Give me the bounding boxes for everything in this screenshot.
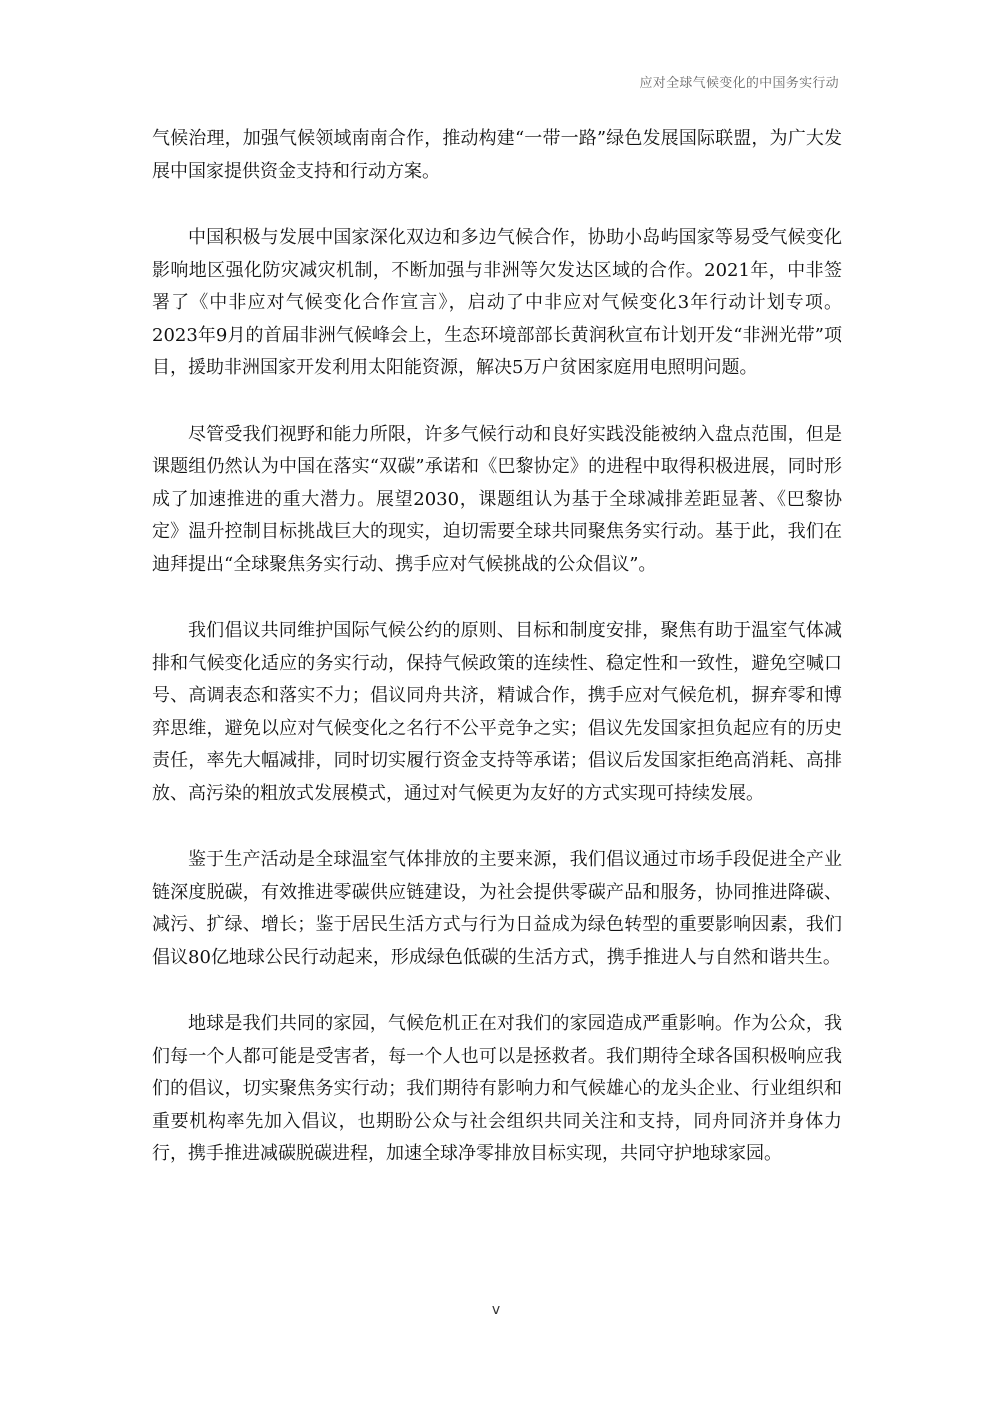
paragraph-production-lifestyle: 鉴于生产活动是全球温室气体排放的主要来源，我们倡议通过市场手段促进全产业链深度脱碳，有效推进零碳供应链建设，为社会提供零碳产品和服务，协同推进降碳、减污、扩绿、增长；鉴于居民生活方式与行为日益成为绿色转型的重要影响因素，我们倡议80亿地球公民行动起来，形成绿色低碳的生活方式，携手推进人与自然和谐共生。 (152, 849, 842, 968)
paragraph-shared-home: 地球是我们共同的家园，气候危机正在对我们的家园造成严重影响。作为公众，我们每一个人都可能是受害者，每一个人也可以是拯救者。我们期待全球各国积极响应我们的倡议，切实聚焦务实行动；我们期待有影响力和气候雄心的龙头企业、行业组织和重要机构率先加入倡议，也期盼公众与社会组织共同关注和支持，同舟同济并身体力行，携手推进减碳脱碳进程，加速全球净零排放目标实现，共同守护地球家园。 (152, 1013, 842, 1164)
paragraph-china-africa-cooperation: 中国积极与发展中国家深化双边和多边气候合作，协助小岛屿国家等易受气候变化影响地区强化防灾减灾机制，不断加强与非洲等欠发达区域的合作。2021年，中非签署了《中非应对气候变化合作宣言》，启动了中非应对气候变化3年行动计划专项。2023年9月的首届非洲气候峰会上，生态环境部部长黄润秋宣布计划开发“非洲光带”项目，援助非洲国家开发利用太阳能资源，解决5万户贫困家庭用电照明问题。 (152, 227, 842, 378)
paragraph-inventory-outlook: 尽管受我们视野和能力所限，许多气候行动和良好实践没能被纳入盘点范围，但是课题组仍然认为中国在落实“双碳”承诺和《巴黎协定》的进程中取得积极进展，同时形成了加速推进的重大潜力。展望2030，课题组认为基于全球减排差距显著、《巴黎协定》温升控制目标挑战巨大的现实，迫切需要全球共同聚焦务实行动。基于此，我们在迪拜提出“全球聚焦务实行动、携手应对气候挑战的公众倡议”。 (152, 423, 842, 575)
paragraph-initiative-principles: 我们倡议共同维护国际气候公约的原则、目标和制度安排，聚焦有助于温室气体减排和气候变化适应的务实行动，保持气候政策的连续性、稳定性和一致性，避免空喊口号、高调表态和落实不力；倡议同舟共济，精诚合作，携手应对气候危机，摒弃零和博弈思维，避免以应对气候变化之名行不公平竞争之实；倡议先发国家担负起应有的历史责任，率先大幅减排，同时切实履行资金支持等承诺；倡议后发国家拒绝高消耗、高排放、高污染的粗放式发展模式，通过对气候更为友好的方式实现可持续发展。 (152, 620, 842, 804)
page-number: v (491, 1302, 501, 1318)
running-header: 应对全球气候变化的中国务实行动 (639, 76, 839, 91)
document-body (152, 123, 842, 1205)
paragraph-continuation: 气候治理，加强气候领域南南合作，推动构建“一带一路”绿色发展国际联盟，为广大发展中国家提供资金支持和行动方案。 (152, 128, 842, 182)
